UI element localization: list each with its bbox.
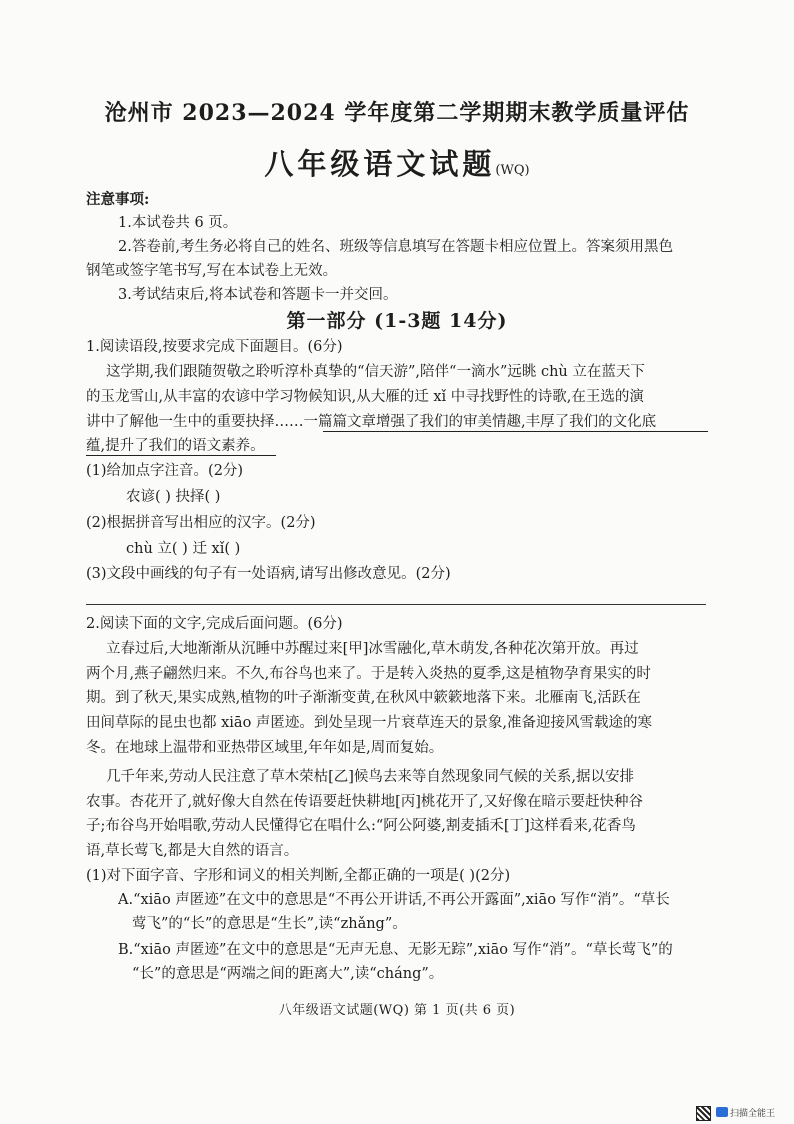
q2-passage-line-2: 两个月,燕子翩然归来。不久,布谷鸟也来了。于是转入炎热的夏季,这是植物孕育果实的时	[86, 666, 651, 682]
q1-sub3: (3)文段中画线的句子有一处语病,请写出修改意见。(2分)	[86, 566, 451, 582]
underline-2	[86, 455, 276, 456]
q2-passage-line-3: 期。到了秋天,果实成熟,植物的叶子渐渐变黄,在秋风中簌簌地落下来。北雁南飞,活跃在	[86, 690, 641, 706]
notes-heading: 注意事项:	[86, 191, 150, 208]
q1-passage-line-2: 的玉龙雪山,从丰富的农谚中学习物候知识,从大雁的迁 xǐ 中寻找野性的诗歌,在王选的演	[86, 389, 644, 405]
scanner-logo-icon	[716, 1107, 728, 1117]
q2-passage-line-1: 立春过后,大地渐渐从沉睡中苏醒过来[甲]冰雪融化,草木萌发,各种花次第开放。再过	[106, 641, 639, 657]
part1-title: 第一部分 (1-3题 14分)	[286, 310, 508, 332]
q2-passage-line-9: 语,草长莺飞,都是大自然的语言。	[86, 843, 299, 859]
q2-stem: 2.阅读下面的文字,完成后面问题。(6分)	[86, 616, 343, 632]
subtitle-text: 八年级语文试题	[264, 147, 496, 181]
q1-sub2-items: chù 立( ) 迁 xǐ( )	[126, 541, 241, 557]
q2-sub1: (1)对下面字音、字形和词义的相关判断,全都正确的一项是( )(2分)	[86, 868, 511, 884]
q1-sub1: (1)给加点字注音。(2分)	[86, 463, 244, 479]
subtitle-code: (WQ)	[495, 163, 530, 178]
q2-passage-line-7: 农事。杏花开了,就好像大自然在传语要赶快耕地[丙]桃花开了,又好像在暗示要赶快种谷	[86, 794, 644, 810]
q1-sub2: (2)根据拼音写出相应的汉字。(2分)	[86, 515, 316, 531]
note-item-2-line-2: 钢笔或签字笔书写,写在本试卷上无效。	[86, 263, 338, 279]
q1-sub1-items: 农谚( ) 抉择( )	[126, 489, 221, 505]
scanner-watermark-text: 扫描全能王	[730, 1109, 776, 1119]
page-footer: 八年级语文试题(WQ) 第 1 页(共 6 页)	[278, 1003, 516, 1018]
q2-passage-line-4: 田间草际的昆虫也都 xiāo 声匿迹。到处呈现一片衰草连天的景象,准备迎接风雪载途的寒	[86, 715, 653, 731]
underlined-sentence-part-1: 一篇篇文章增强了我们的审美情趣,丰厚了我们的文化底	[303, 414, 657, 430]
q1-stem: 1.阅读语段,按要求完成下面题目。(6分)	[86, 339, 343, 355]
option-a-line-1: A.“xiāo 声匿迹”在文中的意思是“不再公开讲话,不再公开露面”,xiāo 写作“消”。“草长	[118, 892, 670, 908]
option-b-line-1: B.“xiāo 声匿迹”在文中的意思是“无声无息、无影无踪”,xiāo 写作“消”。“草长莺飞”的	[118, 942, 673, 958]
note-item-2-line-1: 2.答卷前,考生务必将自己的姓名、班级等信息填写在答题卡相应位置上。答案须用黑色	[118, 239, 673, 255]
note-item-3: 3.考试结束后,将本试卷和答题卡一并交回。	[118, 287, 398, 303]
underline-1	[323, 431, 708, 432]
q1-passage-line-3	[86, 412, 726, 432]
q1-passage-line-1: 这学期,我们跟随贺敬之聆听淳朴真挚的“信天游”,陪伴“一滴水”远眺 chù 立在蓝天下	[106, 364, 645, 380]
q2-passage-line-5: 冬。在地球上温带和亚热带区域里,年年如是,周而复始。	[86, 740, 444, 756]
answer-line	[86, 604, 706, 605]
underlined-sentence-part-2: 蕴,提升了我们的语文素养。	[86, 438, 265, 454]
q2-passage-line-8: 子;布谷鸟开始唱歌,劳动人民懂得它在唱什么:“阿公阿婆,割麦插禾[丁]这样看来,花香鸟	[86, 818, 636, 834]
note-item-1: 1.本试卷共 6 页。	[118, 215, 238, 231]
exam-title: 沧州市 2023—2024 学年度第二学期期末教学质量评估	[104, 100, 690, 126]
option-b-line-2: “长”的意思是“两端之间的距离大”,读“cháng”。	[132, 966, 444, 982]
q1-passage-line-3-text: 讲中了解他一生中的重要抉择……	[86, 414, 304, 430]
qr-code-icon	[696, 1106, 711, 1121]
option-a-line-2: 莺飞”的“长”的意思是“生长”,读“zhǎng”。	[132, 916, 407, 932]
scanner-watermark	[696, 1106, 784, 1122]
q2-passage-line-6: 几千年来,劳动人民注意了草木荣枯[乙]候鸟去来等自然现象同气候的关系,据以安排	[106, 769, 635, 785]
exam-subtitle	[0, 142, 794, 183]
